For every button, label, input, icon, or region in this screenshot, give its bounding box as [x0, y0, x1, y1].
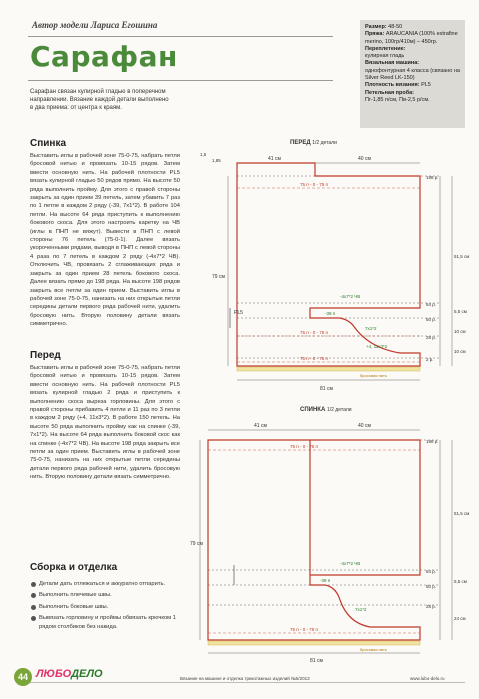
divider	[28, 36, 333, 37]
svg-text:5,5 см: 5,5 см	[454, 309, 467, 314]
svg-text:2 р.: 2 р.	[426, 357, 434, 362]
svg-text:79 см: 79 см	[212, 274, 225, 280]
svg-text:198 р.: 198 р.	[426, 175, 439, 180]
svg-text:+4, 11х3*2: +4, 11х3*2	[366, 344, 388, 349]
svg-text:40 см: 40 см	[358, 423, 371, 429]
list-item: Вывязать горловину и проймы обвязать крючком 1 рядом столбиков без накида.	[30, 614, 180, 631]
diagram-title: СПИНКА 1/2 детали	[300, 407, 352, 413]
svg-text:81 см: 81 см	[320, 386, 333, 392]
svg-text:198 р.: 198 р.	[426, 439, 439, 444]
svg-text:51,5 см: 51,5 см	[454, 254, 470, 259]
svg-text:79 см: 79 см	[190, 541, 203, 547]
list-item: Детали дать отлежаться и аккуратно отпарить.	[30, 580, 180, 588]
pattern-diagram-back	[190, 415, 470, 665]
info-box: Размер: 48-50 Пряжа: ARAUCANIA (100% extrafine merino, 100гр/410м) – 450гр. Переплетение: кулирная гладь Вязальная машина: однофонтурная 4 класса (связано на Silver Reed LK-150) Плотность вязания: PL5 Петельная проба: Пг-1,85 п/см, Пв-2,5 р/см.	[360, 20, 465, 128]
svg-text:1,5: 1,5	[200, 152, 207, 157]
svg-text:1,85: 1,85	[212, 158, 221, 163]
svg-text:75 п - 0 - 75 п: 75 п - 0 - 75 п	[290, 627, 318, 632]
page-number: 44	[14, 668, 32, 686]
divider	[28, 80, 333, 81]
pl-label: PL5	[234, 310, 243, 316]
magazine-logo: ЛЮБОДЕЛО	[36, 668, 103, 680]
svg-text:-39 п: -39 п	[320, 578, 331, 583]
svg-text:81 см: 81 см	[310, 658, 323, 664]
page-title: Сарафан	[30, 40, 178, 73]
svg-text:40 см: 40 см	[358, 156, 371, 162]
section-heading: Перед	[30, 350, 61, 361]
svg-text:бросовая нить: бросовая нить	[360, 373, 387, 378]
svg-text:5,5 см: 5,5 см	[454, 579, 467, 584]
svg-text:7х1*2: 7х1*2	[365, 326, 377, 331]
svg-text:-4х7*2 ЧВ: -4х7*2 ЧВ	[340, 561, 361, 566]
divider	[28, 682, 465, 683]
svg-text:75 п - 0 - 75 п: 75 п - 0 - 75 п	[300, 330, 328, 335]
svg-text:24 см: 24 см	[454, 616, 466, 621]
list-item: Выполнить боковые швы.	[30, 603, 180, 611]
list-item: Выполнить плечевые швы.	[30, 591, 180, 599]
svg-text:64 р.: 64 р.	[426, 302, 437, 307]
svg-text:50 р.: 50 р.	[426, 584, 437, 589]
author-line: Автор модели Лариса Егошина	[32, 20, 158, 30]
svg-text:-4х7*2 ЧВ: -4х7*2 ЧВ	[340, 294, 361, 299]
assembly-list	[30, 580, 180, 634]
svg-text:7х1*2: 7х1*2	[355, 607, 367, 612]
svg-text:51,5 см: 51,5 см	[454, 511, 470, 516]
svg-text:75 п - 0 - 75 п: 75 п - 0 - 75 п	[300, 182, 328, 187]
svg-text:28 р.: 28 р.	[426, 604, 437, 609]
footer-note: Вязание на машине и отделка трикотажных изделий №5/2013	[180, 676, 310, 681]
section-heading: Сборка и отделка	[30, 562, 118, 573]
svg-text:-39 п: -39 п	[325, 311, 336, 316]
svg-text:75 п - 0 - 75 п: 75 п - 0 - 75 п	[300, 356, 328, 361]
svg-text:50 р.: 50 р.	[426, 317, 437, 322]
pattern-diagram-front	[190, 148, 470, 398]
svg-text:41 см: 41 см	[268, 156, 281, 162]
svg-text:41 см: 41 см	[254, 423, 267, 429]
footer-site: www.lubo-delo.ru	[410, 676, 445, 681]
diagram-title: ПЕРЕД 1/2 детали	[290, 140, 337, 146]
svg-text:бросовая нить: бросовая нить	[360, 647, 387, 652]
section-text: Выставить иглы в рабочей зоне 75-0-75, набрать петли бросовой нитью и провязать 10-15 рядов. Затем ввести основную нить. На рабочей плотности PL5 вязать кулирной гладью 2 ряда и приступить к выполнению скоса выреза горловины. Для этого с правой стороны прибавить 4 петли и 11 раз по 3 петли в каждом 2 ряду (+4, 11х3*2). В работе 150 петель. На высоте 50 ряда выполнить пройму как на спинке (-39, 7х1*2). На высоте 64 ряда выполнить боковой скос как на спинке (-4х7*2 ЧВ). На высоте 198 ряда закрыть все петли за один прием. Выставить иглы в рабочей зоне 75-0-75, нанизать на них открытые петли середины детали первого ряда рабочей нити, удалить бросовую нить. Вторую половину детали вязать симметрично.	[30, 365, 180, 481]
intro-text: Сарафан связан кулирной гладью в поперечном направлении. Вязание каждой детали выполнено в два приема: от центра к краям.	[30, 89, 169, 112]
svg-text:10 см: 10 см	[454, 329, 466, 334]
section-heading: Спинка	[30, 138, 67, 149]
section-text: Выставить иглы в рабочей зоне 75-0-75, набрать петли бросовой нитью и провязать 10-15 рядов. Затем ввести основную нить. На рабочей плотности PL5 вязать кулирной гладью 50 рядов прямо. На высоте 50 ряда выполнить пройму. Для этого с правой стороны закрыть за один прием 39 петель, затем убавить 7 раз по 1 петле в каждом 2 ряду (-39, 7х1*2). В работе 104 петли. На высоте 64 ряда приступить к выполнению бокового скоса. Для этого настроить каретку на ЧВ (иглы в ПНП не вяжут). Вывести в ПНП с левой стороны 76 петель (75-0-1). Далее вязать укороченными рядами, выводя в ПНП с левой стороны 4 раза по 7 петель в каждом 2 ряду (-4х7*2 ЧВ). Отключить ЧВ, провязать 2 сглаживающих ряда и закрыть за один прием 28 петель бокового скоса. Далее вязать прямо до 198 ряда. На высоте 198 рядов закрыть все петли за один прием. Выставить иглы в рабочей зоне 75-0-75, нанизать на них открытые петли середины детали первого ряда рабочей нити, удалить бросовую нить. Вторую половину детали вязать симметрично.	[30, 153, 180, 328]
svg-text:28 р.: 28 р.	[426, 335, 437, 340]
svg-text:75 п - 0 - 75 п: 75 п - 0 - 75 п	[290, 444, 318, 449]
svg-text:64 р.: 64 р.	[426, 569, 437, 574]
svg-text:10 см: 10 см	[454, 349, 466, 354]
